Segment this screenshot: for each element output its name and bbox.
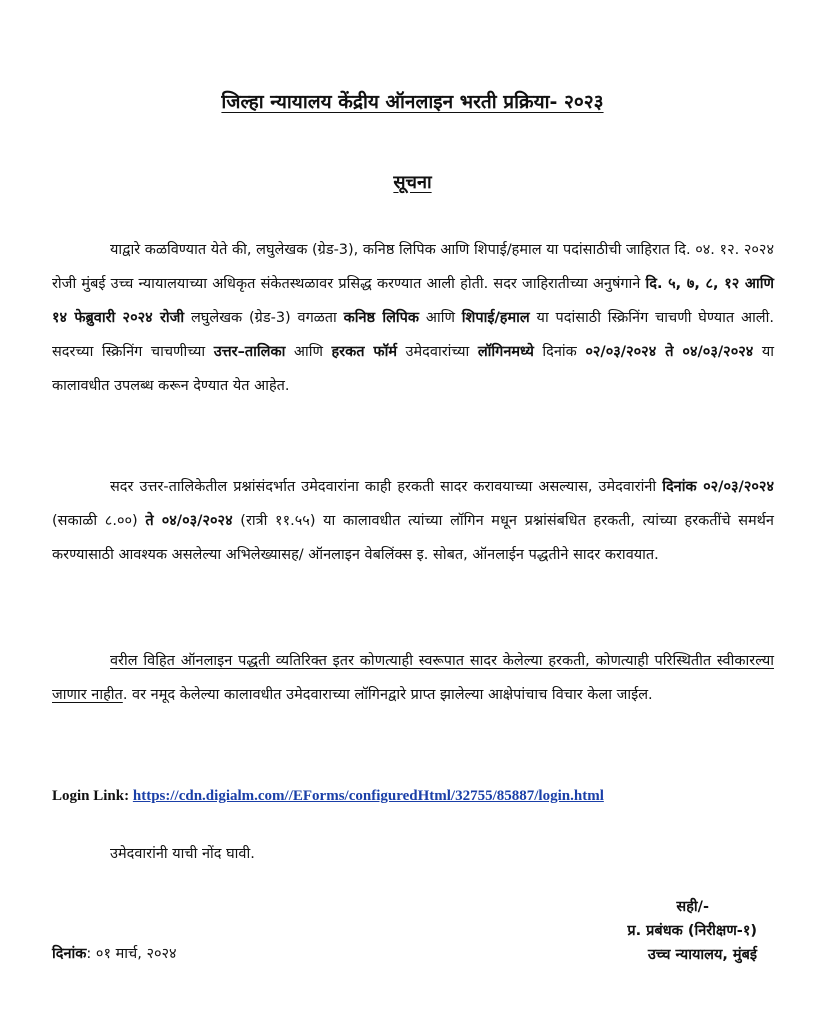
signatory-office: उच्च न्यायालय, मुंबई: [647, 947, 757, 963]
notice-date: [52, 943, 177, 963]
candidate-note: उमेदवारांनी याची नोंद घावी.: [110, 846, 255, 862]
signature: सही/-: [676, 899, 709, 915]
login-link-label: Login Link:: [52, 788, 130, 804]
paragraph-objection-procedure: सदर उत्तर-तालिकेतील प्रश्नांसंदर्भात उमेदवारांना काही हरकती सादर करावयाच्या असल्यास, उमेदवारांनी दिनांक ०२/०३/२०२४ (सकाळी ८.००) ते ०४/०३/२०२४ (रात्री ११.५५) या कालावधीत त्यांच्या लॉगिन मधून प्रश्नांसंबधित हरकती, त्यांच्या हरकतींचे समर्थन करण्यासाठी आवश्यक असलेल्या अभिलेख्यासह/ ऑनलाइन वेबलिंक्स इ. सोबत, ऑनलाईन पद्धतीने सादर करावयात.: [52, 479, 774, 563]
signature-block: [627, 895, 757, 967]
signatory-designation: प्र. प्रबंधक (निरीक्षण-१): [627, 923, 757, 939]
login-link[interactable]: https://cdn.digialm.com//EForms/configuredHtml/32755/85887/login.html: [132, 788, 604, 804]
login-link-row: [52, 788, 774, 805]
paragraph-announcement: याद्वारे कळविण्यात येते की, लघुलेखक (ग्रेड-3), कनिष्ठ लिपिक आणि शिपाई/हमाल या पदांसाठीची जाहिरात दि. ०४. १२. २०२४ रोजी मुंबई उच्च न्यायालयाच्या अधिकृत संकेतस्थळावर प्रसिद्ध करण्यात आली होती. सदर जाहिरातीच्या अनुषंगाने दि. ५, ७, ८, १२ आणि १४ फेब्रुवारी २०२४ रोजी लघुलेखक (ग्रेड-3) वगळता कनिष्ठ लिपिक आणि शिपाई/हमाल या पदांसाठी स्क्रिनिंग चाचणी घेण्यात आली. सदरच्या स्क्रिनिंग चाचणीच्या उत्तर–तालिका आणि हरकत फॉर्म उमेदवारांच्या लॉगिनमध्ये दिनांक ०२/०३/२०२४ ते ०४/०३/२०२४ या कालावधीत उपलब्ध करून देण्यात येत आहेत.: [52, 242, 775, 394]
date-value: : ०१ मार्च, २०२४: [86, 946, 177, 962]
date-label: दिनांक: [52, 946, 87, 962]
notice-title: जिल्हा न्यायालय केंद्रीय ऑनलाइन भरती प्रक्रिया- २०२३: [221, 91, 604, 113]
notice-heading: सूचना: [393, 172, 432, 193]
paragraph-online-only-warning: वरील विहित ऑनलाइन पद्धती व्यतिरिक्त इतर कोणत्याही स्वरूपात सादर केलेल्या हरकती, कोणत्याही परिस्थितीत स्वीकारल्या जाणार नाहीत. वर नमूद केलेल्या कालावधीत उमेदवाराच्या लॉगिनद्वारे प्राप्त झालेल्या आक्षेपांचाच विचार केला जाईल.: [52, 653, 774, 703]
